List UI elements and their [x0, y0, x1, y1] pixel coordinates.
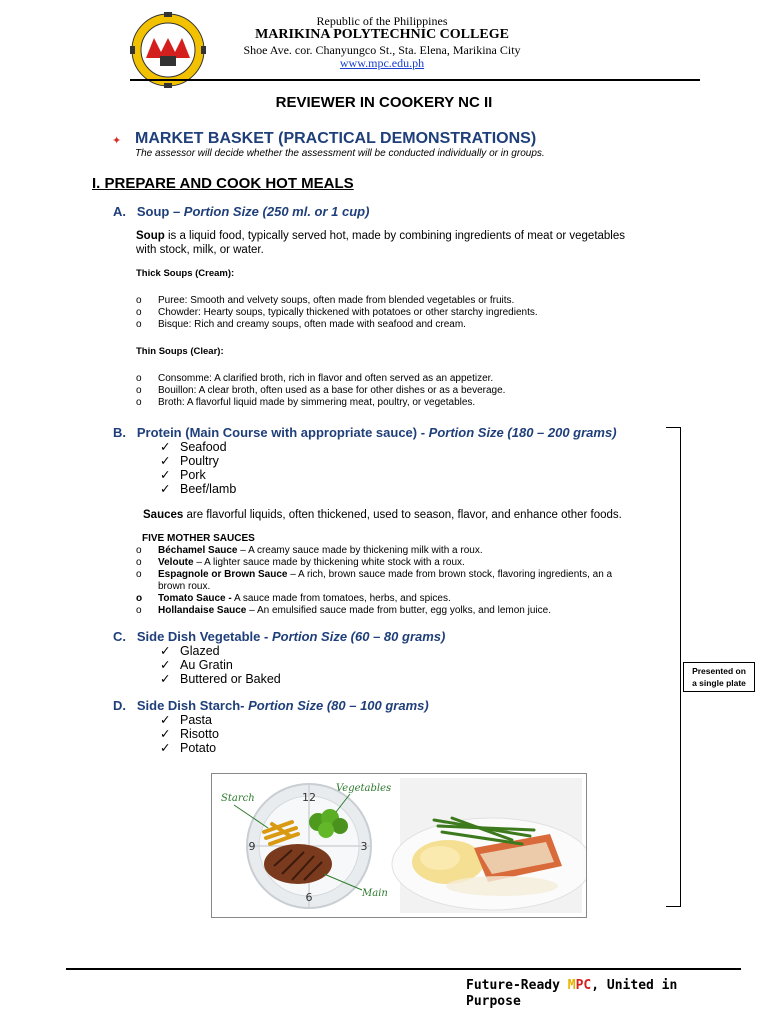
list-item: Bisque: Rich and creamy soups, often made with seafood and cream.: [158, 319, 466, 330]
republic-text: Republic of the Philippines: [316, 14, 448, 28]
list-item: ✓ Pork: [160, 468, 206, 482]
page-title: REVIEWER IN COOKERY NC II: [275, 94, 493, 111]
vegetable-heading: C. Side Dish Vegetable - Portion Size (60 – 80 grams): [113, 629, 446, 644]
list-item: o: [136, 557, 142, 568]
header-rule: [130, 79, 700, 81]
diamond-bullet-icon: ✦: [112, 135, 122, 147]
steak-icon: [264, 844, 332, 884]
list-item: o: [136, 385, 142, 396]
list-item: Broth: A flavorful liquid made by simmering meat, poultry, or vegetables.: [158, 397, 476, 408]
list-item: Hollandaise Sauce – An emulsified sauce made from butter, egg yolks, and lemon juice.: [158, 605, 551, 616]
list-item: Consomme: A clarified broth, rich in flavor and often served as an appetizer.: [158, 373, 494, 384]
list-item: ✓ Buttered or Baked: [160, 672, 281, 686]
check-icon: ✓: [160, 658, 171, 672]
check-icon: ✓: [160, 644, 171, 658]
check-icon: ✓: [160, 440, 171, 454]
list-item: o: [136, 593, 143, 604]
list-item: ✓ Beef/lamb: [160, 482, 237, 496]
list-item: o: [136, 569, 142, 580]
plate-figure: [211, 773, 587, 918]
starch-heading: D. Side Dish Starch- Portion Size (80 – 100 grams): [113, 698, 429, 713]
thick-soups-heading: Thick Soups (Cream):: [136, 268, 235, 279]
plate-diagram: [212, 774, 586, 917]
list-item: o: [136, 307, 142, 318]
list-item: ✓ Potato: [160, 741, 217, 755]
mother-sauces-heading: FIVE MOTHER SAUCES: [142, 533, 255, 544]
grouping-bracket: [666, 427, 681, 907]
list-item: ✓ Poultry: [160, 454, 219, 468]
check-icon: ✓: [160, 468, 171, 482]
soup-heading: A. Soup – Portion Size (250 ml. or 1 cup): [113, 204, 370, 219]
list-item: o: [136, 545, 142, 556]
clock-number-9: 9: [248, 840, 256, 853]
college-address: Shoe Ave. cor. Chanyungco St., Sta. Elena, Marikina City: [243, 43, 521, 57]
label-vegetables: Vegetables: [336, 783, 392, 794]
list-item: ✓ Au Gratin: [160, 658, 233, 672]
list-item: Béchamel Sauce – A creamy sauce made by thickening milk with a roux.: [158, 545, 483, 556]
list-item: o: [136, 319, 142, 330]
list-item-cont: brown roux.: [158, 581, 211, 592]
list-item: ✓ Glazed: [160, 644, 220, 658]
sauces-intro: Sauces are flavorful liquids, often thickened, used to season, flavor, and enhance other foods.: [143, 509, 622, 521]
clock-number-3: 3: [360, 840, 368, 853]
list-item: ✓ Pasta: [160, 713, 212, 727]
plate-note: Presented on a single plate: [683, 662, 755, 692]
list-item: Tomato Sauce - A sauce made from tomatoes, herbs, and spices.: [158, 593, 451, 604]
list-item: Bouillon: A clear broth, often used as a base for other dishes or as a beverage.: [158, 385, 506, 396]
clock-number-6: 6: [305, 891, 313, 904]
list-item: ✓ Seafood: [160, 440, 227, 454]
list-item: Chowder: Hearty soups, typically thickened with potatoes or other starchy ingredients.: [158, 307, 538, 318]
label-main: Main: [362, 888, 388, 899]
section-heading: I. PREPARE AND COOK HOT MEALS: [92, 175, 354, 192]
check-icon: ✓: [160, 672, 171, 686]
college-website-link[interactable]: www.mpc.edu.ph: [339, 56, 425, 70]
list-item: o: [136, 605, 142, 616]
check-icon: ✓: [160, 454, 171, 468]
list-item: Veloute – A lighter sauce made by thickening white stock with a roux.: [158, 557, 465, 568]
check-icon: ✓: [160, 741, 171, 755]
list-item: Espagnole or Brown Sauce – A rich, brown sauce made from brown stock, flavoring ingredients, an a: [158, 569, 613, 580]
list-item: ✓ Risotto: [160, 727, 219, 741]
market-basket-note: The assessor will decide whether the assessment will be conducted individually or in groups.: [135, 148, 545, 159]
thin-soups-heading: Thin Soups (Clear):: [136, 346, 224, 357]
salmon-dish-photo: [392, 778, 586, 913]
check-icon: ✓: [160, 482, 171, 496]
list-item: Puree: Smooth and velvety soups, often made from blended vegetables or fruits.: [158, 295, 515, 306]
college-name: MARIKINA POLYTECHNIC COLLEGE: [255, 27, 509, 42]
soup-intro-cont: with stock, milk, or water.: [136, 244, 264, 256]
soup-intro: Soup is a liquid food, typically served hot, made by combining ingredients of meat or vegetables: [136, 230, 626, 242]
label-starch: Starch: [221, 793, 255, 804]
check-icon: ✓: [160, 727, 171, 741]
clock-number-12: 12: [302, 791, 316, 804]
protein-heading: B. Protein (Main Course with appropriate sauce) - Portion Size (180 – 200 grams): [113, 425, 617, 440]
footer-rule: [66, 968, 741, 970]
check-icon: ✓: [160, 713, 171, 727]
list-item: o: [136, 373, 142, 384]
list-item: o: [136, 295, 142, 306]
list-item: o: [136, 397, 142, 408]
footer-tagline: Future-Ready MPC, United in Purpose: [466, 978, 678, 1009]
market-basket-heading: MARKET BASKET (PRACTICAL DEMONSTRATIONS): [135, 130, 537, 147]
